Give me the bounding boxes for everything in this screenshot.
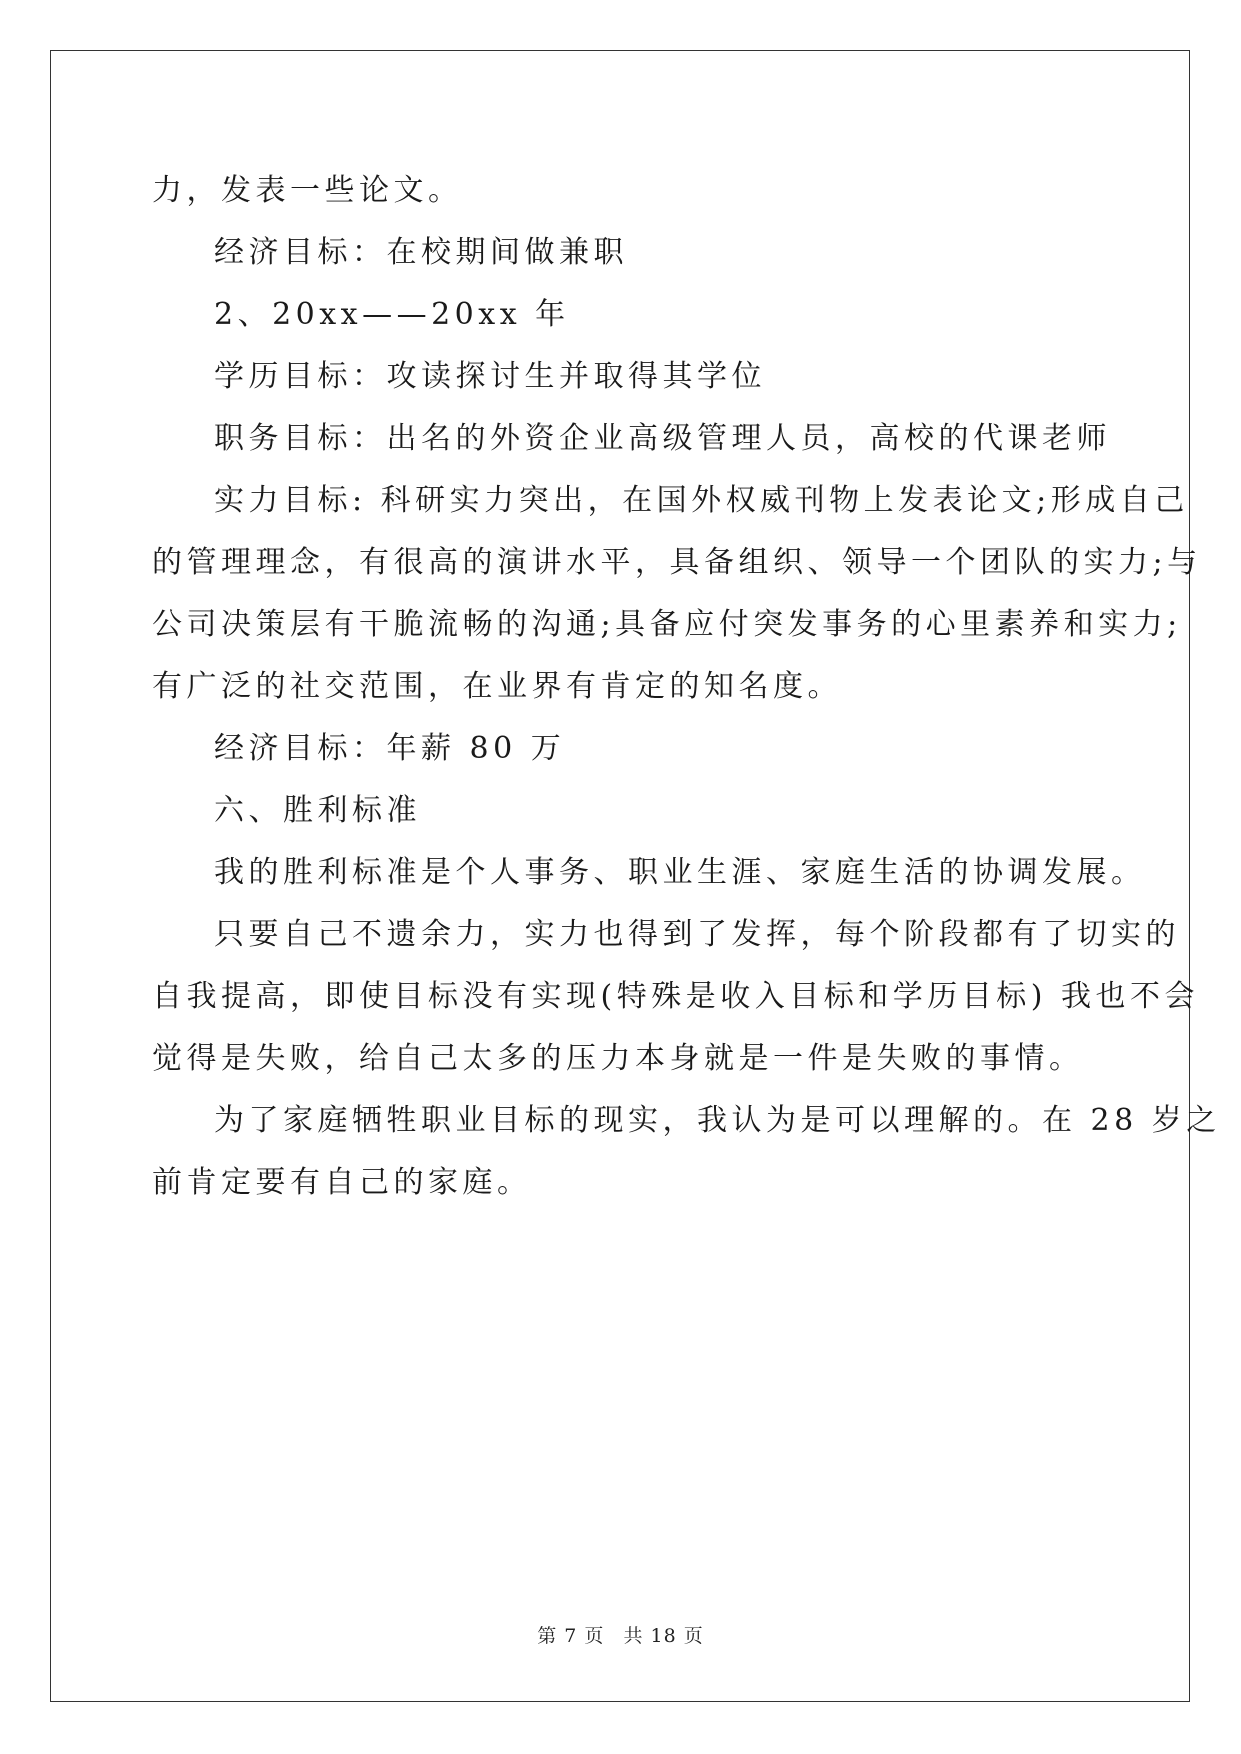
paragraph-line: 公司决策层有干脆流畅的沟通;具备应付突发事务的心里素养和实力; bbox=[152, 607, 1182, 642]
paragraph-line: 职务目标：出名的外资企业高级管理人员，高校的代课老师 bbox=[214, 421, 1111, 456]
paragraph-line: 为了家庭牺牲职业目标的现实，我认为是可以理解的。在 28 岁之 bbox=[214, 1103, 1221, 1138]
paragraph-line: 经济目标：在校期间做兼职 bbox=[214, 235, 628, 270]
paragraph-line: 经济目标：年薪 80 万 bbox=[214, 731, 566, 766]
paragraph-line: 觉得是失败，给自己太多的压力本身就是一件是失败的事情。 bbox=[152, 1041, 1084, 1076]
paragraph-line: 前肯定要有自己的家庭。 bbox=[152, 1165, 532, 1200]
page-total: 共 18 页 bbox=[623, 1625, 704, 1647]
paragraph-line: 我的胜利标准是个人事务、职业生涯、家庭生活的协调发展。 bbox=[214, 855, 1146, 890]
paragraph-line: 实力目标: 科研实力突出，在国外权威刊物上发表论文;形成自己 bbox=[214, 483, 1189, 518]
section-heading: 六、胜利标准 bbox=[214, 793, 421, 828]
paragraph-line: 学历目标：攻读探讨生并取得其学位 bbox=[214, 359, 766, 394]
paragraph-line: 力，发表一些论文。 bbox=[152, 173, 463, 208]
section-subheading: 2、20xx——20xx 年 bbox=[214, 297, 570, 332]
paragraph-line: 只要自己不遗余力，实力也得到了发挥，每个阶段都有了切实的 bbox=[214, 917, 1180, 952]
page-footer bbox=[0, 1621, 1241, 1648]
paragraph-line: 自我提高，即使目标没有实现(特殊是收入目标和学历目标) 我也不会 bbox=[152, 979, 1199, 1014]
document-body bbox=[152, 160, 1221, 1214]
paragraph-line: 的管理理念，有很高的演讲水平，具备组织、领导一个团队的实力;与 bbox=[152, 545, 1202, 580]
paragraph-line: 有广泛的社交范围，在业界有肯定的知名度。 bbox=[152, 669, 842, 704]
page-number: 第 7 页 bbox=[537, 1625, 605, 1647]
